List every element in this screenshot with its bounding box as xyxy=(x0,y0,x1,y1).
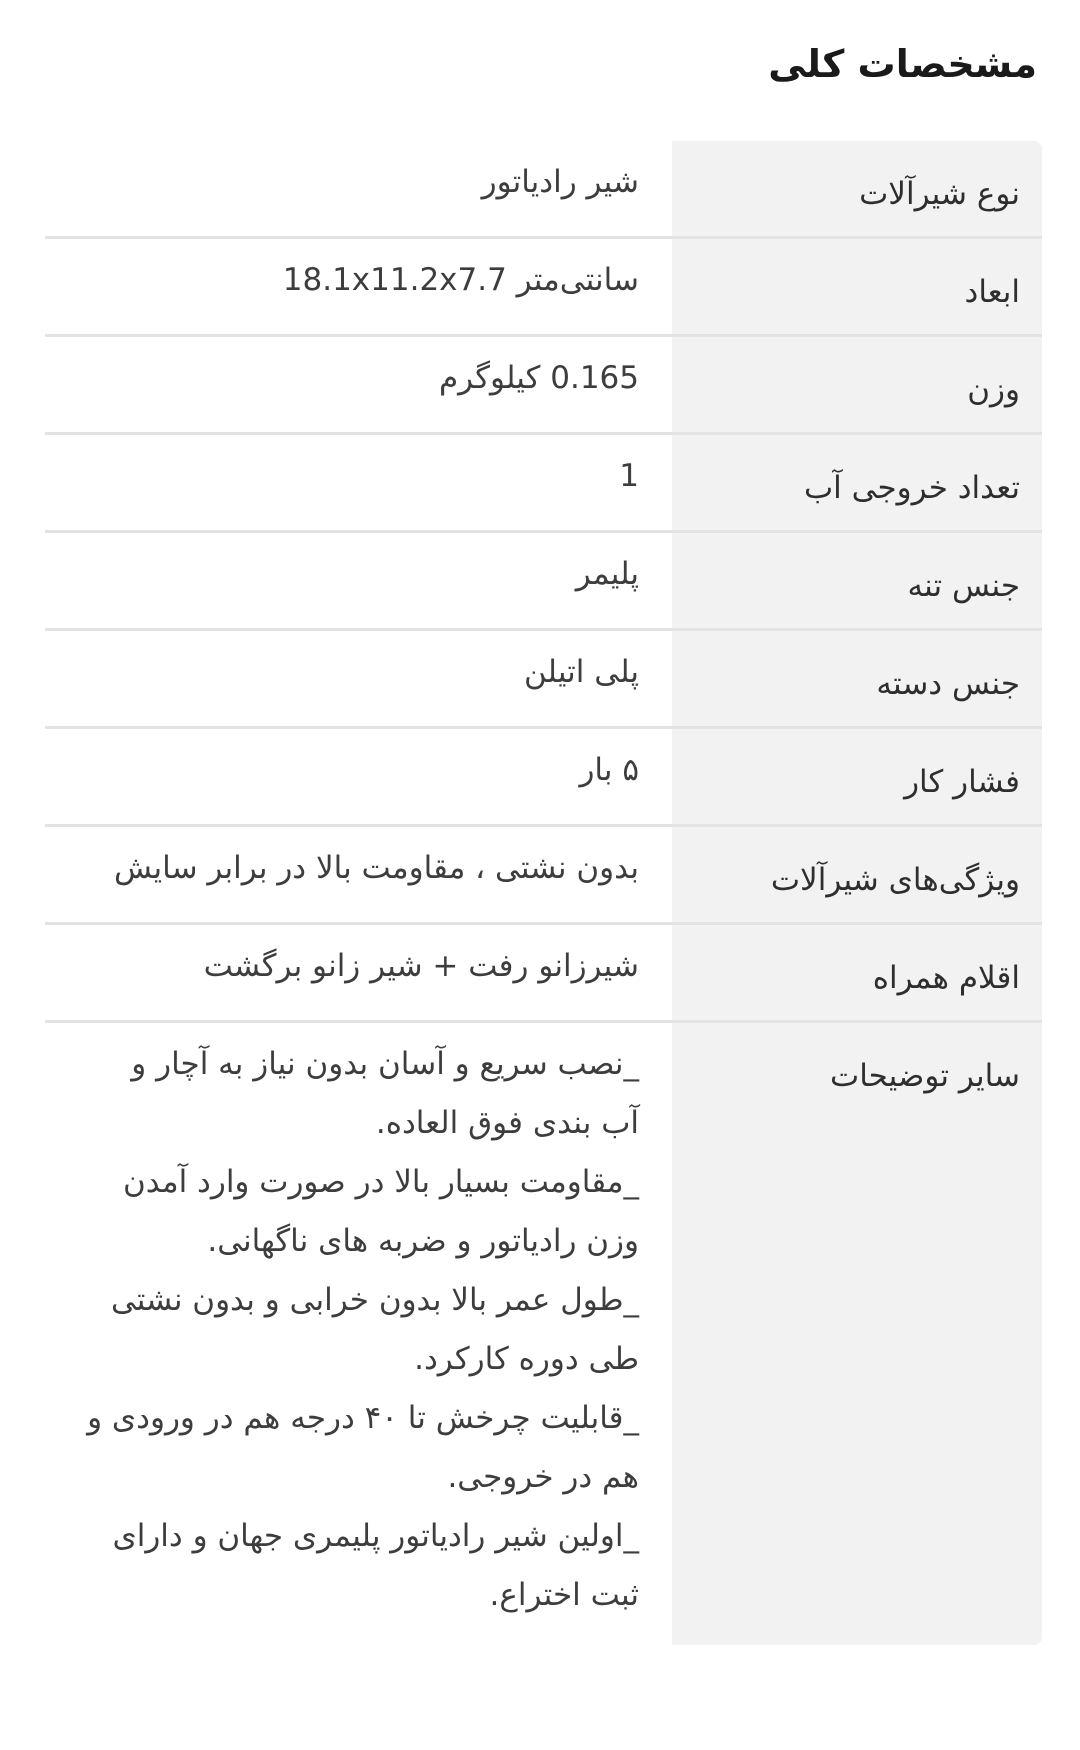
spec-label: نوع شیرآلات xyxy=(672,141,1042,238)
spec-row-water-outlets xyxy=(45,434,1042,532)
spec-value-line: شیرزانو رفت + شیر زانو برگشت xyxy=(203,948,639,984)
spec-table xyxy=(45,141,1042,1645)
spec-label: ویژگی‌های شیرآلات xyxy=(672,826,1042,924)
spec-value-line: شیر رادیاتور xyxy=(481,164,639,200)
spec-value xyxy=(45,141,672,238)
section-title: مشخصات کلی xyxy=(768,42,1037,86)
spec-value-line: پلیمر xyxy=(575,556,639,592)
spec-label: سایر توضیحات xyxy=(672,1022,1042,1646)
spec-value xyxy=(45,826,672,924)
spec-label: جنس دسته xyxy=(672,630,1042,728)
spec-value-line: _قابلیت چرخش تا ۴۰ درجه هم در ورودی و هم در خروجی. xyxy=(87,1400,639,1495)
spec-row-body-material xyxy=(45,532,1042,630)
spec-row-included-items xyxy=(45,924,1042,1022)
spec-row-weight xyxy=(45,336,1042,434)
spec-value-line: پلی اتیلن xyxy=(523,654,639,690)
spec-value-line: _اولین شیر رادیاتور پلیمری جهان و دارای ثبت اختراع. xyxy=(112,1518,639,1613)
spec-value xyxy=(45,238,672,336)
spec-label: ابعاد xyxy=(672,238,1042,336)
spec-label: تعداد خروجی آب xyxy=(672,434,1042,532)
spec-row-dimensions xyxy=(45,238,1042,336)
spec-value xyxy=(45,630,672,728)
spec-label: اقلام همراه xyxy=(672,924,1042,1022)
spec-row-faucet-type xyxy=(45,141,1042,238)
spec-label: وزن xyxy=(672,336,1042,434)
spec-value-line: بدون نشتی ، مقاومت بالا در برابر سایش xyxy=(113,850,639,886)
spec-value xyxy=(45,532,672,630)
spec-value xyxy=(45,1022,672,1646)
spec-value-line: ۵ بار xyxy=(579,752,639,788)
spec-value-line: سانتی‌متر 18.1x11.2x7.7 xyxy=(282,262,639,298)
spec-row-other-notes xyxy=(45,1022,1042,1646)
spec-value xyxy=(45,336,672,434)
spec-row-handle-material xyxy=(45,630,1042,728)
spec-row-working-pressure xyxy=(45,728,1042,826)
spec-label: جنس تنه xyxy=(672,532,1042,630)
spec-label: فشار کار xyxy=(672,728,1042,826)
spec-value xyxy=(45,728,672,826)
spec-value xyxy=(45,924,672,1022)
spec-value-line: 1 xyxy=(619,458,639,494)
spec-value-line: _مقاومت بسیار بالا در صورت وارد آمدن وزن رادیاتور و ضربه های ناگهانی. xyxy=(122,1164,639,1259)
spec-value-line: 0.165 کیلوگرم xyxy=(438,360,639,396)
spec-value-line: _طول عمر بالا بدون خرابی و بدون نشتی طی دوره کارکرد. xyxy=(110,1282,639,1377)
spec-value xyxy=(45,434,672,532)
spec-value-line: _نصب سریع و آسان بدون نیاز به آچار و آب بندی فوق العاده. xyxy=(131,1046,639,1141)
spec-row-features xyxy=(45,826,1042,924)
